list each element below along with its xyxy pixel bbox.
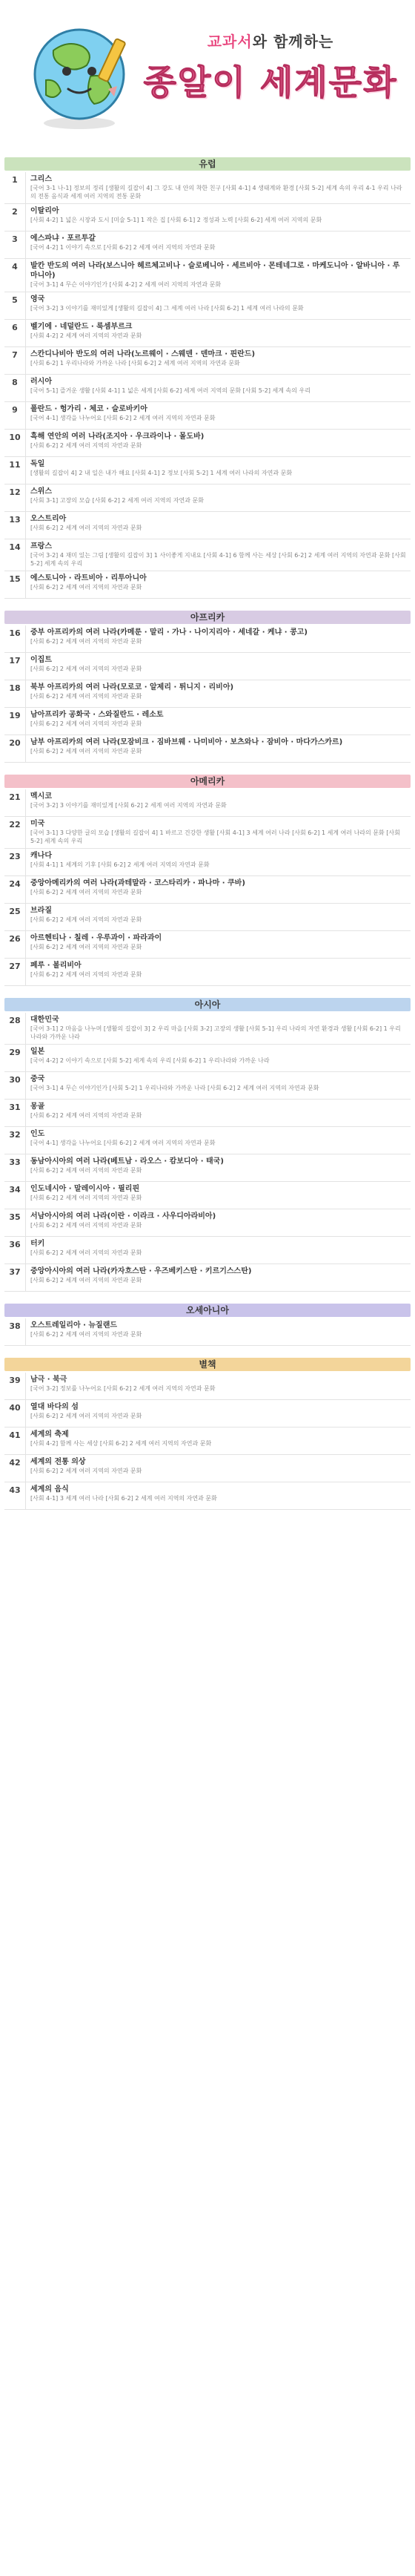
row-number: 6 [4,320,26,346]
row-number: 41 [4,1427,26,1454]
row-description: [국어 3-2] 4 재미 있는 그림 [생활의 길잡이 3] 1 사이좋게 지내요 [사회 4-1] 6 함께 사는 세상 [사회 6-2] 2 세계 여러 지역의 자연과 문화 [사회 5-2] 세계 속의 우리 [30,552,406,567]
row-content [26,292,411,319]
section-header: 오세아니아 [4,1304,411,1317]
table-row [4,1427,411,1455]
table-row [4,1264,411,1292]
table-row [4,1318,411,1346]
row-number: 18 [4,680,26,707]
subtitle-highlight: 교과서 [207,33,253,50]
row-number: 25 [4,904,26,930]
row-number: 7 [4,347,26,374]
section-spacer [4,986,411,995]
row-number: 10 [4,430,26,456]
row-description: [사회 6-2] 2 세계 여러 지역의 자연과 문화 [30,666,142,672]
row-title: 미국 [30,820,45,828]
row-content [26,1373,411,1399]
row-description: [사회 4-1] 3 세계 여러 나라 [사회 6-2] 2 세계 여러 지역의 자연과 문화 [30,1495,217,1502]
row-content [26,625,411,652]
row-title: 아르헨티나 · 칠레 · 우루과이 · 파라과이 [30,934,162,942]
page-title: 종알이 세계문화 [143,62,398,102]
row-content [26,817,411,848]
row-content [26,512,411,539]
row-title: 열대 바다의 섬 [30,1403,79,1411]
row-description: [사회 6-2] 1 우리나라와 가까운 나라 [사회 6-2] 2 세계 여러 지역의 자연과 문화 [30,360,240,367]
row-description: [국어 3-2] 3 이야기를 재미있게 [사회 6-2] 2 세계 여러 지역의 자연과 문화 [30,802,227,809]
row-number: 29 [4,1045,26,1071]
row-title: 이집트 [30,656,52,664]
row-content [26,457,411,484]
row-title: 그리스 [30,175,52,183]
table-row [4,1209,411,1237]
table-row [4,959,411,986]
table-row [4,484,411,512]
row-description: [사회 6-2] 2 세계 여러 지역의 자연과 문화 [30,971,142,978]
row-title: 페루 · 볼리비아 [30,962,82,970]
row-number: 26 [4,931,26,958]
row-description: [사회 4-1] 1 세계의 기후 [사회 6-2] 2 세계 여러 지역의 자연과 문화 [30,861,210,868]
sections-list [0,148,415,1519]
table-row [4,904,411,931]
table-row [4,457,411,484]
row-title: 중앙아시아의 여러 나라(카자흐스탄 · 우즈베키스탄 · 키르기스스탄) [30,1267,252,1275]
row-number: 16 [4,625,26,652]
row-description: [사회 6-2] 2 세계 여러 지역의 자연과 문화 [30,693,142,700]
table-row [4,1373,411,1400]
row-description: [사회 4-2] 함께 사는 세상 [사회 6-2] 2 세계 여러 지역의 자연과 문화 [30,1440,212,1447]
row-number: 35 [4,1209,26,1236]
row-title: 세계의 음식 [30,1485,69,1494]
row-number: 30 [4,1072,26,1099]
table-row [4,653,411,680]
row-content [26,735,411,762]
table-row [4,1013,411,1045]
row-number: 36 [4,1237,26,1264]
row-description: [사회 4-2] 2 세계 여러 지역의 자연과 문화 [30,332,142,339]
section-spacer [4,1346,411,1355]
row-description: [사회 6-2] 2 세계 여러 지역의 자연과 문화 [30,944,142,950]
table-row [4,320,411,347]
row-number: 20 [4,735,26,762]
row-number: 23 [4,849,26,875]
row-content [26,571,411,598]
row-number: 22 [4,817,26,848]
table-row [4,430,411,457]
row-description: [사회 6-2] 2 세계 여러 지역의 자연과 문화 [30,584,142,591]
row-title: 스위스 [30,487,52,496]
row-number: 11 [4,457,26,484]
row-content [26,1318,411,1345]
subtitle-rest: 와 함께하는 [252,33,334,50]
table-row [4,849,411,876]
row-title: 흑해 연안의 여러 나라(조지아 · 우크라이나 · 몰도바) [30,433,205,441]
row-number: 14 [4,539,26,571]
section-spacer [4,599,411,608]
row-number: 15 [4,571,26,598]
row-number: 38 [4,1318,26,1345]
row-title: 일본 [30,1048,45,1056]
row-number: 24 [4,876,26,903]
row-content [26,1100,411,1126]
row-number: 12 [4,484,26,511]
row-description: [국어 3-1] 4 무슨 이야기인가 [사회 5-2] 1 우리나라와 가까운 나라 [사회 6-2] 2 세계 여러 지역의 자연과 문화 [30,1085,319,1091]
row-content [26,1013,411,1044]
row-description: [사회 4-2] 1 넓은 시장과 도시 [미술 5-1] 1 작은 집 [사회 6-1] 2 정성과 노력 [사회 6-2] 세계 여러 지역의 문화 [30,217,322,223]
table-row [4,708,411,735]
row-description: [사회 6-2] 2 세계 여러 지역의 자연과 문화 [30,442,142,449]
row-number: 17 [4,653,26,680]
row-content [26,1072,411,1099]
row-description: [사회 6-2] 2 세계 여러 지역의 자연과 문화 [30,916,142,923]
row-description: [사회 6-2] 2 세계 여러 지역의 자연과 문화 [30,1167,142,1174]
table-row [4,259,411,292]
table-row [4,817,411,849]
row-content [26,1182,411,1209]
row-content [26,1427,411,1454]
row-content [26,539,411,571]
row-content [26,789,411,816]
row-number: 8 [4,375,26,401]
row-description: [사회 6-2] 2 세계 여러 지역의 자연과 문화 [30,1112,142,1119]
section-header: 유럽 [4,157,411,171]
row-title: 러시아 [30,378,52,386]
row-content [26,1400,411,1427]
row-content [26,680,411,707]
row-number: 19 [4,708,26,735]
row-title: 오스트레일리아 · 뉴질랜드 [30,1321,118,1330]
row-title: 영국 [30,295,45,303]
row-number: 42 [4,1455,26,1482]
row-content [26,959,411,985]
row-number: 4 [4,259,26,292]
row-number: 33 [4,1154,26,1181]
table-row [4,375,411,402]
table-row [4,1100,411,1127]
row-content [26,320,411,346]
row-description: [사회 6-2] 2 세계 여러 지역의 자연과 문화 [30,1195,142,1201]
row-title: 세계의 전통 의상 [30,1458,86,1466]
row-description: [사회 6-2] 2 세계 여러 지역의 자연과 문화 [30,1413,142,1419]
table-row [4,625,411,653]
row-content [26,1482,411,1509]
row-description: [국어 3-2] 3 이야기를 재미있게 [생활의 길잡이 4] 그 세계 여러 나라 [사회 6-2] 1 세계 여러 나라의 문화 [30,305,304,312]
row-description: [국어 4-2] 2 이야기 속으로 [사회 5-2] 세계 속의 우리 [사회 6-2] 1 우리나라와 가까운 나라 [30,1057,270,1064]
row-description: [사회 6-2] 2 세계 여러 지역의 자연과 문화 [30,1222,142,1229]
row-content [26,430,411,456]
row-number: 27 [4,959,26,985]
row-description: [사회 6-2] 2 세계 여러 지역의 자연과 문화 [30,748,142,755]
row-number: 43 [4,1482,26,1509]
table-row [4,789,411,817]
table-row [4,172,411,204]
row-description: [사회 3-1] 고장의 모습 [사회 6-2] 2 세계 여러 지역의 자연과 문화 [30,497,204,504]
section-header: 아시아 [4,998,411,1011]
row-content [26,876,411,903]
table-row [4,204,411,231]
table-row [4,931,411,959]
row-title: 인도네시아 · 말레이시아 · 필리핀 [30,1185,140,1193]
row-title: 폴란드 · 헝가리 · 체코 · 슬로바키아 [30,405,147,413]
row-title: 에스토니아 · 라트비아 · 리투아니아 [30,574,147,582]
row-title: 동남아시아의 여러 나라(베트남 · 라오스 · 캄보디아 · 태국) [30,1157,224,1166]
row-content [26,1045,411,1071]
row-title: 오스트리아 [30,515,67,523]
row-content [26,259,411,292]
row-content [26,849,411,875]
row-number: 13 [4,512,26,539]
table-row [4,571,411,599]
row-content [26,347,411,374]
row-description: [생활의 길잡이 4] 2 내 일은 내가 해요 [사회 4-1] 2 정보 [사회 5-2] 1 세계 여러 나라의 자연과 문화 [30,470,293,476]
row-number: 31 [4,1100,26,1126]
row-number: 32 [4,1127,26,1154]
section-header: 아메리카 [4,775,411,788]
row-number: 37 [4,1264,26,1291]
table-row [4,1400,411,1427]
row-content [26,653,411,680]
section-spacer [4,763,411,772]
row-title: 대한민국 [30,1016,59,1024]
header [0,0,415,148]
row-title: 남부 아프리카의 여러 나라(모잠비크 · 짐바브웨 · 나미비아 · 보츠와나 · 잠비아 · 마다가스카르) [30,738,343,746]
table-row [4,680,411,708]
row-title: 프랑스 [30,542,52,551]
row-description: [국어 4-2] 1 이야기 속으로 [사회 6-2] 2 세계 여러 지역의 자연과 문화 [30,244,216,251]
table-row [4,1182,411,1209]
row-content [26,1154,411,1181]
row-title: 브라질 [30,907,52,915]
globe-icon [24,21,135,132]
row-content [26,375,411,401]
section-spacer [4,1292,411,1301]
row-description: [국어 3-2] 정보를 나누어요 [사회 6-2] 2 세계 여러 지역의 자연과 문화 [30,1385,216,1392]
row-number: 39 [4,1373,26,1399]
row-content [26,708,411,735]
row-number: 28 [4,1013,26,1044]
row-title: 독일 [30,460,45,468]
row-description: [국어 5-1] 즐거운 생활 [사회 4-1] 1 넓은 세계 [사회 6-2] 세계 여러 지역의 문화 [사회 5-2] 세계 속의 우리 [30,387,311,394]
row-content [26,204,411,231]
row-description: [사회 6-2] 2 세계 여러 지역의 자연과 문화 [30,1468,142,1474]
row-content [26,484,411,511]
row-title: 남아프리카 공화국 · 스와질란드 · 레소토 [30,711,164,719]
row-content [26,231,411,258]
row-description: [국어 3-1] 4 무슨 이야기인가 [사회 4-2] 2 세계 여러 지역의 자연과 문화 [30,281,222,288]
row-title: 멕시코 [30,792,52,801]
table-row [4,402,411,430]
table-row [4,1072,411,1100]
table-row [4,539,411,571]
row-title: 남극 · 북극 [30,1376,67,1384]
section-spacer [4,1510,411,1519]
row-number: 21 [4,789,26,816]
row-description: [사회 6-2] 2 세계 여러 지역의 자연과 문화 [30,1277,142,1284]
row-content [26,1264,411,1291]
table-row [4,1455,411,1482]
row-description: [사회 6-2] 2 세계 여러 지역의 자연과 문화 [30,525,142,531]
row-title: 인도 [30,1130,45,1138]
table-row [4,1127,411,1154]
table-row [4,231,411,259]
section-header: 별책 [4,1358,411,1371]
row-number: 40 [4,1400,26,1427]
row-description: [사회 6-2] 2 세계 여러 지역의 자연과 문화 [30,1249,142,1256]
table-row [4,1237,411,1264]
row-description: [사회 6-2] 2 세계 여러 지역의 자연과 문화 [30,1331,142,1338]
row-description: [사회 6-2] 2 세계 여러 지역의 자연과 문화 [30,638,142,645]
row-description: [국어 3-1] 3 다양한 글의 모습 [생활의 길잡이 4] 1 바르고 건강한 생활 [사회 4-1] 3 세계 여러 나라 [사회 6-2] 1 세계 여러 나라의 문화 [사회 5-2] 세계 속의 우리 [30,829,400,844]
row-number: 3 [4,231,26,258]
title-block [141,30,400,105]
row-content [26,1237,411,1264]
row-content [26,402,411,429]
row-title: 에스파냐 · 포르투갈 [30,234,96,243]
section-header: 아프리카 [4,611,411,624]
row-title: 중국 [30,1075,45,1083]
row-title: 캐나다 [30,852,52,860]
row-title: 터키 [30,1240,45,1248]
row-title: 중앙아메리카의 여러 나라(과테말라 · 코스타리카 · 파나마 · 쿠바) [30,879,245,887]
row-title: 이탈리아 [30,207,59,215]
row-description: [사회 6-2] 2 세계 여러 지역의 자연과 문화 [30,720,142,727]
row-description: [국어 3-1 나-1] 정보의 정리 [생활의 길잡이 4] 그 강도 내 안의 착한 친구 [사회 4-1] 4 생태계와 환경 [사회 5-2] 세계 속의 우리 4-1 우리 나라의 전통 음식과 세계 여러 지역의 전통 문화 [30,185,402,200]
table-row [4,735,411,763]
row-content [26,904,411,930]
row-content [26,931,411,958]
row-title: 벨기에 · 네덜란드 · 룩셈부르크 [30,323,133,331]
table-row [4,1154,411,1182]
row-content [26,1455,411,1482]
row-description: [국어 4-1] 생각을 나누어요 [사회 6-2] 2 세계 여러 지역의 자연과 문화 [30,415,216,421]
table-row [4,1482,411,1510]
row-title: 중부 아프리카의 여러 나라(카메룬 · 말리 · 가나 · 나이지리아 · 세네갈 · 케냐 · 콩고) [30,628,308,637]
row-content [26,1209,411,1236]
row-number: 2 [4,204,26,231]
row-number: 34 [4,1182,26,1209]
row-number: 5 [4,292,26,319]
row-number: 1 [4,172,26,203]
table-row [4,876,411,904]
table-row [4,512,411,539]
row-title: 몽골 [30,1103,45,1111]
row-title: 서남아시아의 여러 나라(이란 · 이라크 · 사우디아라비아) [30,1212,216,1220]
row-title: 발칸 반도의 여러 나라(보스니아 헤르체고비나 · 슬로베니아 · 세르비아 · 몬테네그로 · 마케도니아 · 알바니아 · 루마니아) [30,262,400,280]
table-row [4,292,411,320]
row-description: [국어 4-1] 생각을 나누어요 [사회 6-2] 2 세계 여러 지역의 자연과 문화 [30,1140,216,1146]
row-title: 세계의 축제 [30,1430,69,1439]
row-title: 북부 아프리카의 여러 나라(모로코 · 알제리 · 튀니지 · 리비아) [30,683,234,691]
row-content [26,1127,411,1154]
table-row [4,347,411,375]
row-description: [사회 6-2] 2 세계 여러 지역의 자연과 문화 [30,889,142,896]
table-row [4,1045,411,1072]
row-description: [국어 3-1] 2 마음을 나누며 [생활의 길잡이 3] 2 우리 마을 [사회 3-2] 고장의 생활 [사회 5-1] 우리 나라의 자연 환경과 생활 [사회 6-2] 1 우리나라와 가까운 나라 [30,1025,401,1040]
header-subtitle [141,30,400,51]
row-number: 9 [4,402,26,429]
row-content [26,172,411,203]
row-title: 스칸디나비아 반도의 여러 나라(노르웨이 · 스웨덴 · 덴마크 · 핀란드) [30,350,256,358]
